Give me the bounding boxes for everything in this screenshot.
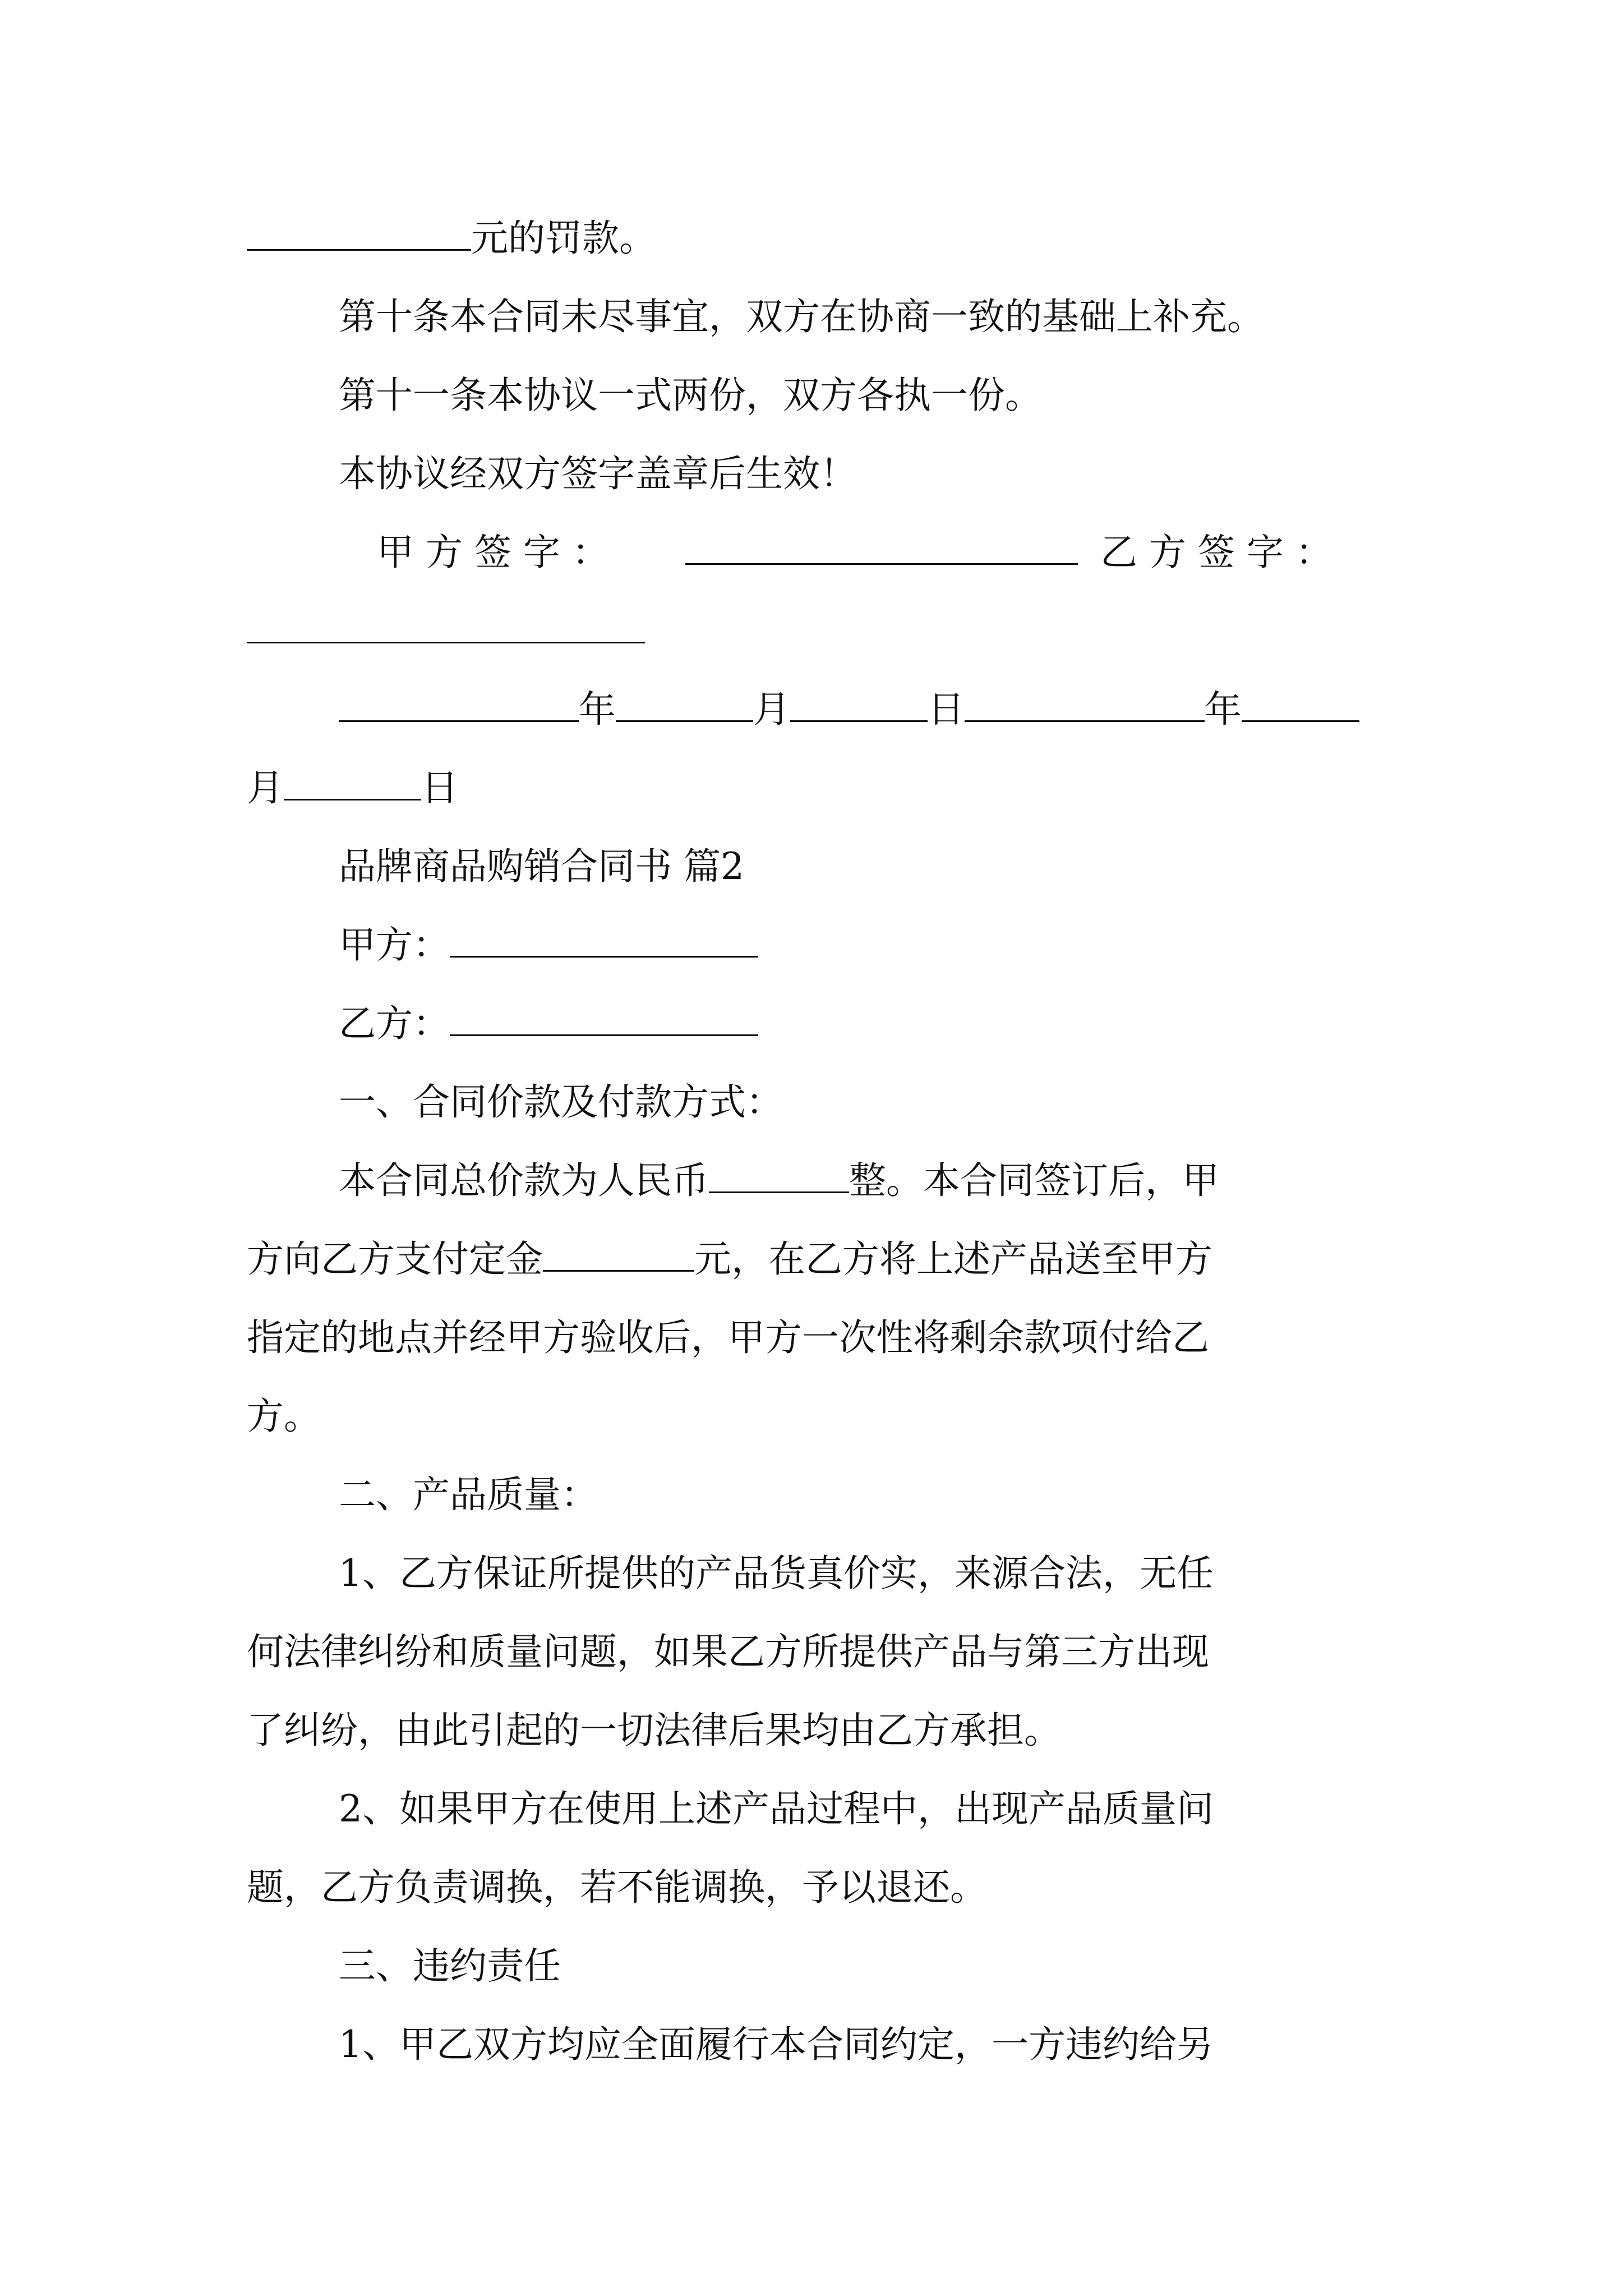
blank-field	[543, 1237, 694, 1272]
month-label: 月	[247, 766, 284, 809]
heading-price-text: 一、合同价款及付款方式：	[339, 1080, 783, 1124]
heading-price	[339, 1080, 783, 1125]
article-10	[339, 295, 1264, 339]
fine-text: 元的罚款。	[471, 217, 656, 260]
party-a-label: 甲方：	[339, 923, 450, 967]
p3-line2	[247, 1865, 987, 1910]
month-label: 月	[753, 688, 790, 731]
blank-field	[709, 1159, 849, 1193]
p2-line3-text: 了纠纷，由此引起的一切法律后果均由乙方承担。	[247, 1709, 1061, 1752]
p3-line1	[339, 1787, 1214, 1832]
p4-line1	[339, 2022, 1214, 2067]
party-a-signature-label	[377, 530, 609, 575]
day-label: 日	[421, 766, 458, 809]
party-b-signature-text: 乙 方 签 字 ：	[1100, 531, 1332, 574]
blank-field	[965, 688, 1205, 722]
p2-line1	[339, 1551, 1214, 1596]
year-label: 年	[579, 688, 616, 731]
p1-line1	[339, 1158, 1219, 1203]
party-b-signature-blank	[247, 609, 645, 654]
party-a-line	[339, 923, 758, 968]
effective-clause	[339, 452, 857, 496]
blank-field	[339, 688, 579, 722]
blank-field	[790, 688, 928, 722]
p2-line2	[247, 1630, 1209, 1674]
p1-line1-b: 整。本合同签订后，甲	[849, 1159, 1219, 1202]
party-a-signature-blank	[685, 530, 1078, 575]
blank-field	[1242, 688, 1359, 722]
blank-field	[284, 766, 421, 800]
p3-line1-text: 2、如果甲方在使用上述产品过程中，出现产品质量问	[339, 1787, 1214, 1830]
blank-field	[247, 217, 471, 251]
heading-quality	[339, 1473, 598, 1517]
heading-liability-text: 三、违约责任	[339, 1944, 561, 1987]
article-10-text: 第十条本合同未尽事宜，双方在协商一致的基础上补充。	[339, 295, 1264, 338]
p1-line3-text: 指定的地点并经甲方验收后，甲方一次性将剩余款项付给乙	[247, 1316, 1209, 1359]
p1-line2-b: 元，在乙方将上述产品送至甲方	[694, 1237, 1212, 1281]
effective-clause-text: 本协议经双方签字盖章后生效！	[339, 452, 857, 495]
blank-field	[450, 923, 758, 958]
p2-line2-text: 何法律纠纷和质量问题，如果乙方所提供产品与第三方出现	[247, 1630, 1209, 1673]
article-11-text: 第十一条本协议一式两份，双方各执一份。	[339, 374, 1042, 417]
p2-line1-text: 1、乙方保证所提供的产品货真价实，来源合法，无任	[339, 1552, 1214, 1595]
p2-line3	[247, 1708, 1061, 1753]
p1-line4	[247, 1394, 321, 1439]
blank-field	[616, 688, 753, 722]
date-line-1	[339, 687, 1359, 732]
p1-line1-a: 本合同总价款为人民币	[339, 1159, 709, 1202]
section-title-text: 品牌商品购销合同书 篇2	[339, 845, 744, 888]
blank-field	[247, 609, 645, 643]
blank-field	[685, 531, 1078, 565]
section-title	[339, 844, 744, 889]
party-b-signature-label	[1100, 530, 1332, 575]
blank-field	[450, 1002, 758, 1036]
p1-line3	[247, 1315, 1209, 1360]
p1-line2-a: 方向乙方支付定金	[247, 1237, 543, 1281]
party-a-signature-text: 甲 方 签 字 ：	[377, 531, 609, 574]
day-label: 日	[928, 688, 965, 731]
heading-quality-text: 二、产品质量：	[339, 1473, 598, 1516]
p3-line2-text: 题，乙方负责调换，若不能调换，予以退还。	[247, 1866, 987, 1909]
p4-line1-text: 1、甲乙双方均应全面履行本合同约定，一方违约给另	[339, 2023, 1214, 2066]
p1-line4-text: 方。	[247, 1395, 321, 1438]
article-11	[339, 373, 1042, 418]
year-label: 年	[1205, 688, 1242, 731]
date-line-2	[247, 766, 458, 811]
p1-line2	[247, 1237, 1212, 1282]
party-b-line	[339, 1001, 758, 1046]
heading-liability	[339, 1944, 561, 1989]
fine-line	[247, 216, 656, 261]
party-b-label: 乙方：	[339, 1002, 450, 1045]
